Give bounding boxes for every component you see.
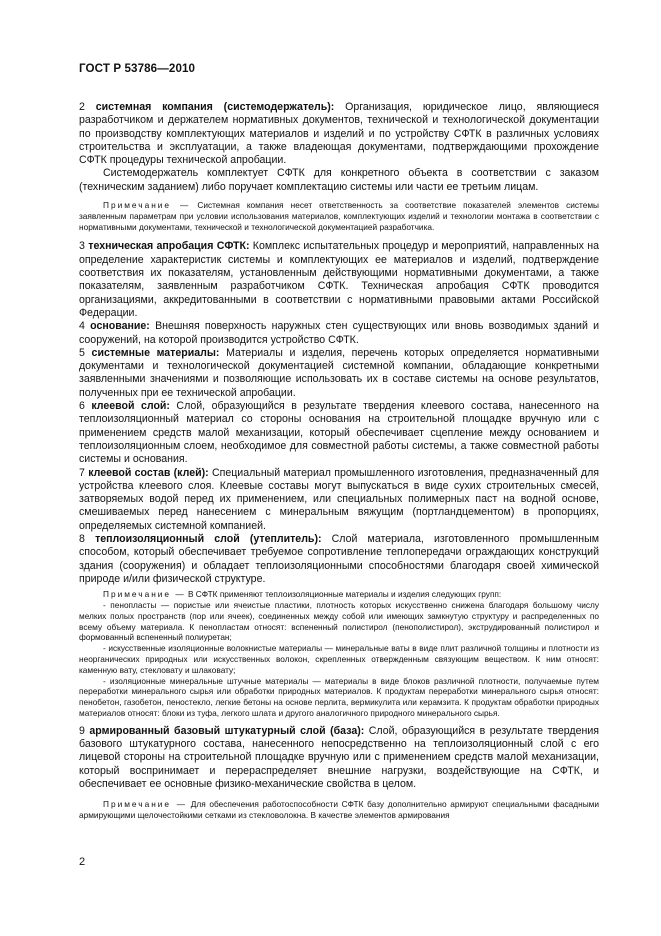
definition-text: Материалы и изделия, перечень которых определяется нормативными документами и технологической документацией системной компании, обладающие конкретными заявленными значениями и позволяющие использовать их в составе системы на основе результатов, полученных при ее технической апробации.: [79, 346, 600, 399]
document-title: ГОСТ Р 53786—2010: [79, 62, 196, 75]
term: системные материалы:: [91, 346, 220, 359]
definition-item-2: 2 системная компания (системодержатель): Организация, юридическое лицо, являющиеся разработчиком и держателем нормативных документов, технической и технологической документации по производству комплектующих материалов и изделий и по устройству СФТК в различных условиях строительства и эксплуатации, а также владеющая документами, подтверждающими прохождение СФТК процедуры технической апробации.: [79, 101, 600, 167]
note-label: Примечание —: [103, 799, 188, 810]
note-label: Примечание —: [103, 200, 191, 211]
note: Примечание — В СФТК применяют теплоизоляционные материалы и изделия следующих групп:: [103, 589, 502, 600]
definition-item-7: 7 клеевой состав (клей): Специальный материал промышленного изготовления, предназначенный для устройства клеевого слоя. Клеевые составы могут выпускаться в виде сухих строительных смесей, затворяемых водой перед их применением, или специальных полимерных паст на водной основе, смешиваемых перед нанесением с минеральным вяжущим (портландцементом) в пропорциях, определяемых системной компанией.: [79, 466, 600, 532]
note-list-item: - изоляционные минеральные штучные материалы — материалы в виде блоков различной плотности, получаемые путем переработки минерального сырья или обработки природных материалов. К продуктам переработки минерального сырья относят: пенобетон, газобетон, пеностекло, легкие бетоны на основе перлита, вермикулита или керамзита. К продуктам обработки природных материалов относят: блоки из туфа, легкого шлата и другого аналогичного природного минерального сырья.: [79, 675, 599, 718]
definition-item-9: 9 армированный базовый штукатурный слой (база): Слой, образующийся в результате твердения базового штукатурного состава, нанесенного непосредственно на теплоизоляционный слой с его лицевой стороны на строительной площадке вручную или с применением средств малой механизации, который воспринимает и перераспределяет внешние нагрузки, воздействующие на СФТК, и обеспечивает ее основные физико-механические свойства в целом.: [79, 724, 599, 790]
term: техническая апробация СФТК:: [88, 240, 250, 253]
definition-text: Слой, образующийся в результате твердения базового штукатурного состава, нанесенного непосредственно на теплоизоляционный слой с его лицевой стороны на строительной площадке вручную или с применением средств малой механизации, который воспринимает и перераспределяет внешние нагрузки, воздействующие на СФТК, и обеспечивает ее основные физико-механические свойства в целом.: [79, 724, 599, 790]
note-label: Примечание —: [103, 589, 186, 600]
document-page: [79, 62, 599, 821]
note: Примечание — Для обеспечения работоспособности СФТК базу дополнительно армируют специальными фасадными армирующими щелочестойкими сетками из стекловолокна. В качестве элементов армирования: [79, 799, 599, 821]
definition-text: Специальный материал промышленного изготовления, предназначенный для устройства клеевого слоя. Клеевые составы могут выпускаться в виде сухих строительных смесей, затворяемых водой перед их применением, или специальных полимерных паст на водной основе, смешиваемых перед нанесением с минеральным вяжущим (портландцементом) в пропорциях, определяемых системной компанией.: [79, 466, 600, 532]
term: клеевой слой:: [91, 400, 170, 413]
definition-item-5: 5 системные материалы: Материалы и изделия, перечень которых определяется нормативными документами и технологической документацией системной компании, обладающие конкретными заявленными значениями и позволяющие использовать их в составе системы на основе результатов, полученных при ее технической апробации.: [79, 346, 600, 399]
term: основание:: [90, 320, 150, 333]
definition-item-6: 6 клеевой слой: Слой, образующийся в результате твердения клеевого состава, нанесенного на теплоизоляционный материал со стороны основания на строительной площадке вручную или с применением средств малой механизации, который обеспечивает сцепление между основанием и теплоизоляционным слоем, необходимое для совместной работы системы, а также совместной работы системы и основания.: [79, 400, 599, 466]
note-list-item: - пенопласты — пористые или ячеистые пластики, плотность которых искусственно снижена благодаря большому числу мелких полых пространств (пор или ячеек), соединенных между собой или имеющих замкнутую структуру и распределенных по всему объему материала. К пенопластам относят: вспененный полистирол (пенополистирол), экструдированный полистирол и формованный вспененный полиуретан;: [79, 599, 599, 643]
page-number: 2: [79, 856, 86, 868]
term: системная компания (системодержатель):: [95, 101, 335, 113]
definition-item-3: 3 техническая апробация СФТК: Комплекс испытательных процедур и мероприятий, направленных на определение характеристик системы и комплектующих ее материалов и изделий, подтверждение соответствия их показателям, установленным действующими нормативными документами, а также показателям, заявленным разработчиком СФТК. Техническая апробация СФТК проводится организациями, аккредитованными в соответствии с нормативными правовыми актами Российской Федерации.: [79, 240, 599, 319]
term: клеевой состав (клей):: [88, 466, 209, 479]
definition-text: Комплекс испытательных процедур и мероприятий, направленных на определение характеристик системы и комплектующих ее материалов и изделий, подтверждение соответствия их показателям, установленным действующими нормативными документами, а также показателям, заявленным разработчиком СФТК. Техническая апробация СФТК проводится организациями, аккредитованными в соответствии с нормативными правовыми актами Российской Федерации.: [79, 240, 599, 319]
definition-text: Внешняя поверхность наружных стен существующих или вновь возводимых зданий и сооружений, на которой производится устройство СФТК.: [79, 320, 599, 346]
definition-text: Слой материала, изготовленного промышленным способом, который обеспечивает требуемое сопротивление теплопередачи ограждающих конструкций здания (сооружения) и обладает теплоизоляционными способностями благодаря своей химической природе и/или физической структуре.: [79, 533, 599, 585]
term: теплоизоляционный слой (утеплитель):: [95, 533, 322, 545]
definition-text: Организация, юридическое лицо, являющиеся разработчиком и держателем нормативных документов, технической и технологической документации по производству комплектующих материалов и изделий и по устройству СФТК в различных условиях строительства и эксплуатации, а также владеющая документами, подтверждающими прохождение СФТК процедуры технической апробации.: [79, 101, 600, 167]
note: Примечание — Системная компания несет ответственность за соответствие показателей элементов системы заявленным параметрам при условии использования материалов, комплектующих изделий и технологии монтажа в соответствии с нормативными документами, технической и технологической документацией разработчика.: [79, 200, 599, 232]
term: армированный базовый штукатурный слой (база):: [89, 724, 365, 737]
definition-extra: Системодержатель комплектует СФТК для конкретного объекта в соответствии с заказом (техническим заданием) либо поручает комплектацию системы или части ее третьим лицам.: [79, 167, 599, 193]
definition-text: Слой, образующийся в результате твердения клеевого состава, нанесенного на теплоизоляционный материал со стороны основания на строительной площадке вручную или с применением средств малой механизации, который обеспечивает сцепление между основанием и теплоизоляционным слоем, необходимое для совместной работы системы, а также совместной работы системы и основания.: [79, 400, 599, 466]
definition-item-4: 4 основание: Внешняя поверхность наружных стен существующих или вновь возводимых зданий и сооружений, на которой производится устройство СФТК.: [79, 320, 599, 346]
definition-item-8: 8 теплоизоляционный слой (утеплитель): Слой материала, изготовленного промышленным способом, который обеспечивает требуемое сопротивление теплопередачи ограждающих конструкций здания (сооружения) и обладает теплоизоляционными способностями благодаря своей химической природе и/или физической структуре.: [79, 533, 599, 585]
note-list-item: - искусственные изоляционные волокнистые материалы — минеральные ваты в виде плит различной толщины и плотности из неорганических природных или искусственных волокон, скрепленных отвержденным связующим веществом. К ним относят: каменную вату, стекловату и шлаковату;: [79, 643, 599, 675]
